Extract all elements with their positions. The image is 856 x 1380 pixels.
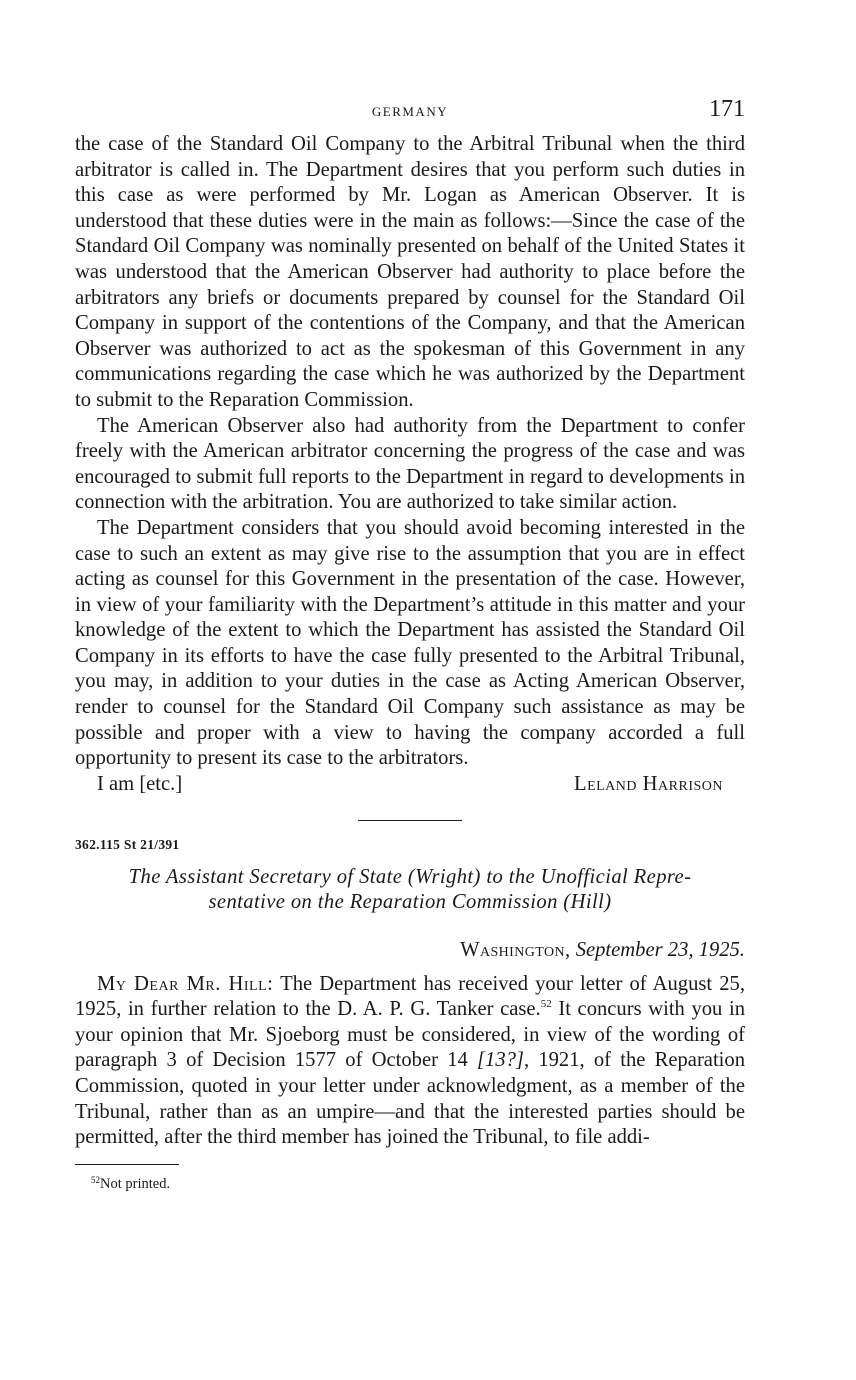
page-number: 171: [709, 96, 745, 122]
salutation: My Dear Mr. Hill:: [97, 972, 274, 995]
signature: Leland Harrison: [574, 772, 723, 795]
closing-block: [75, 772, 745, 798]
letter-text-b: It concurs with you in your opinion that Mr. Sjoeborg must be considered, in view of the wording of paragraph 3 of Decision 1577 of October 14: [75, 998, 746, 1072]
file-reference: 362.115 St 21/391: [75, 836, 180, 852]
footnote: [91, 1175, 745, 1193]
document-title: [75, 865, 745, 916]
paragraph-continuation: the case of the Standard Oil Company to the Arbitral Tribunal when the third arbitrator is called in. The Department desires that you perform such duties in this case as were performed by Mr. Logan as American Observer. It is understood that these duties were in the main as follows:—Since the case of the Standard Oil Company was nominally presented on behalf of the United States it was understood that the American Observer had authority to place before the arbitrators any briefs or documents prepared by counsel for the Standard Oil Company in support of the contentions of the Company, and that the American Observer was authorized to act as the spokesman of this Government in any communications regarding the case which he was authorized by the Department to submit to the Reparation Commission.: [75, 133, 745, 411]
document-title-line-2: sentative on the Reparation Commission (Hill): [208, 891, 612, 914]
section-divider: [358, 820, 462, 821]
letter-text-c: , 1921, of the Reparation Commission, quoted in your letter under acknowledgment, as a member of the Tribunal, rather than as an umpire—and that the interested parties should be permitted, after the third member has joined the Tribunal, to file addi-: [75, 1049, 745, 1149]
running-header: [75, 92, 745, 132]
page: [75, 92, 745, 1193]
closing-phrase: I am [etc.]: [97, 772, 183, 795]
letter-text-a: The Department has received your letter of August 25, 1925, in further relation to the D. A. P. G. Tanker case.: [75, 972, 745, 1021]
dateline-date: September 23, 1925.: [575, 939, 745, 962]
footnote-marker: 52: [91, 1174, 100, 1185]
paragraph-observer-authority: The American Observer also had authority from the Department to confer freely with the American arbitrator concerning the progress of the case and was encouraged to submit full reports to the Department in regard to developments in connection with the arbitration. You are authorized to take similar action.: [75, 414, 745, 514]
footnote-divider: [75, 1164, 179, 1165]
footnote-reference: 52: [540, 998, 552, 1011]
dateline-place: Washington,: [460, 939, 571, 962]
running-title: GERMANY: [371, 104, 449, 119]
dateline: [75, 938, 745, 964]
document-title-line-1: The Assistant Secretary of State (Wright) to the Unofficial Repre-: [128, 865, 692, 888]
letter-body: [75, 972, 745, 1151]
bracketed-date: [13?]: [477, 1049, 524, 1072]
footnote-text: Not printed.: [100, 1175, 171, 1192]
paragraph-department-considers: The Department considers that you should avoid becoming interested in the case to such an extent as may give rise to the assumption that you are in effect acting as counsel for this Government in the presentation of the case. However, in view of your familiarity with the Department’s attitude in this matter and your knowledge of the extent to which the Department has assisted the Standard Oil Company in its efforts to have the case fully presented to the Arbitral Tribunal, you may, in addition to your duties in the case as Acting American Observer, render to counsel for the Standard Oil Company such assistance as may be possible and proper with a view to having the company accorded a full opportunity to present its case to the arbitrators.: [75, 516, 745, 770]
